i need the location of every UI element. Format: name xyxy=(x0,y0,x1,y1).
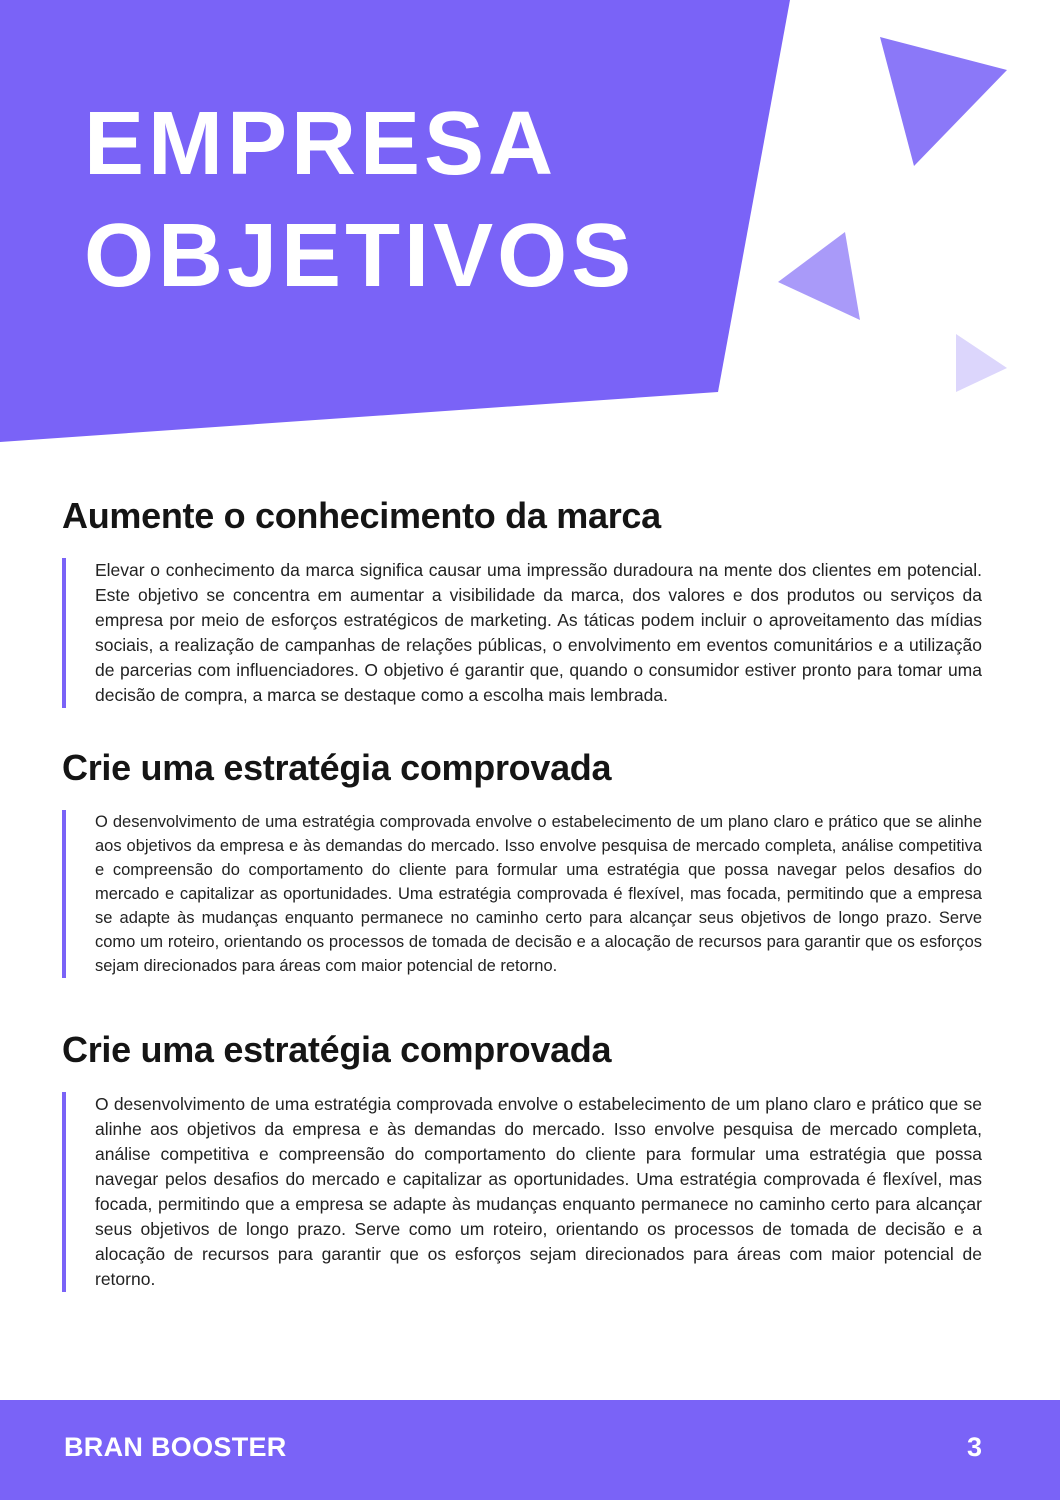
decorative-triangle-medium xyxy=(778,232,860,320)
section-brand-awareness xyxy=(62,492,982,708)
section-body xyxy=(62,810,982,978)
section-body xyxy=(62,1092,982,1292)
page-title xyxy=(84,88,635,312)
section-heading: Crie uma estratégia comprovada xyxy=(62,1029,612,1070)
title-line-2: OBJETIVOS xyxy=(84,206,636,306)
section-paragraph: Elevar o conhecimento da marca significa causar uma impressão duradoura na mente dos clientes em potencial. Este objetivo se concentra em aumentar a visibilidade da marca, dos valores e dos produtos ou serviços da empresa por meio de esforços estratégicos de marketing. As táticas podem incluir o aproveitamento das mídias sociais, a realização de campanhas de relações públicas, o envolvimento em eventos comunitários e a utilização de parcerias com influenciadores. O objetivo é garantir que, quando o consumidor estiver pronto para tomar uma decisão de compra, a marca se destaque como a escolha mais lembrada. xyxy=(95,560,982,705)
page-number: 3 xyxy=(966,1432,982,1462)
decorative-triangle-large xyxy=(880,37,1007,166)
section-strategy-1 xyxy=(62,744,982,978)
section-paragraph: O desenvolvimento de uma estratégia comprovada envolve o estabelecimento de um plano claro e prático que se alinhe aos objetivos da empresa e às demandas do mercado. Isso envolve pesquisa de mercado completa, análise competitiva e compreensão do comportamento do cliente para formular uma estratégia que possa navegar pelos desafios do mercado e capitalizar as oportunidades. Uma estratégia comprovada é flexível, mas focada, permitindo que a empresa se adapte às mudanças enquanto permanece no caminho certo para alcançar seus objetivos de longo prazo. Serve como um roteiro, orientando os processos de tomada de decisão e a alocação de recursos para garantir que os esforços sejam direcionados para áreas com maior potencial de retorno. xyxy=(95,1094,982,1289)
section-body xyxy=(62,558,982,708)
section-paragraph: O desenvolvimento de uma estratégia comprovada envolve o estabelecimento de um plano claro e prático que se alinhe aos objetivos da empresa e às demandas do mercado. Isso envolve pesquisa de mercado completa, análise competitiva e compreensão do comportamento do cliente para formular uma estratégia que possa navegar pelos desafios do mercado e capitalizar as oportunidades. Uma estratégia comprovada é flexível, mas focada, permitindo que a empresa se adapte às mudanças enquanto permanece no caminho certo para alcançar seus objetivos de longo prazo. Serve como um roteiro, orientando os processos de tomada de decisão e a alocação de recursos para garantir que os esforços sejam direcionados para áreas com maior potencial de retorno. xyxy=(95,813,982,975)
main-content xyxy=(62,492,982,1328)
decorative-triangle-small xyxy=(956,334,1007,392)
section-heading: Aumente o conhecimento da marca xyxy=(62,495,661,536)
section-heading: Crie uma estratégia comprovada xyxy=(62,747,612,788)
footer-brand: BRAN BOOSTER xyxy=(64,1432,287,1462)
section-strategy-2 xyxy=(62,1026,982,1292)
title-line-1: EMPRESA xyxy=(84,94,558,194)
